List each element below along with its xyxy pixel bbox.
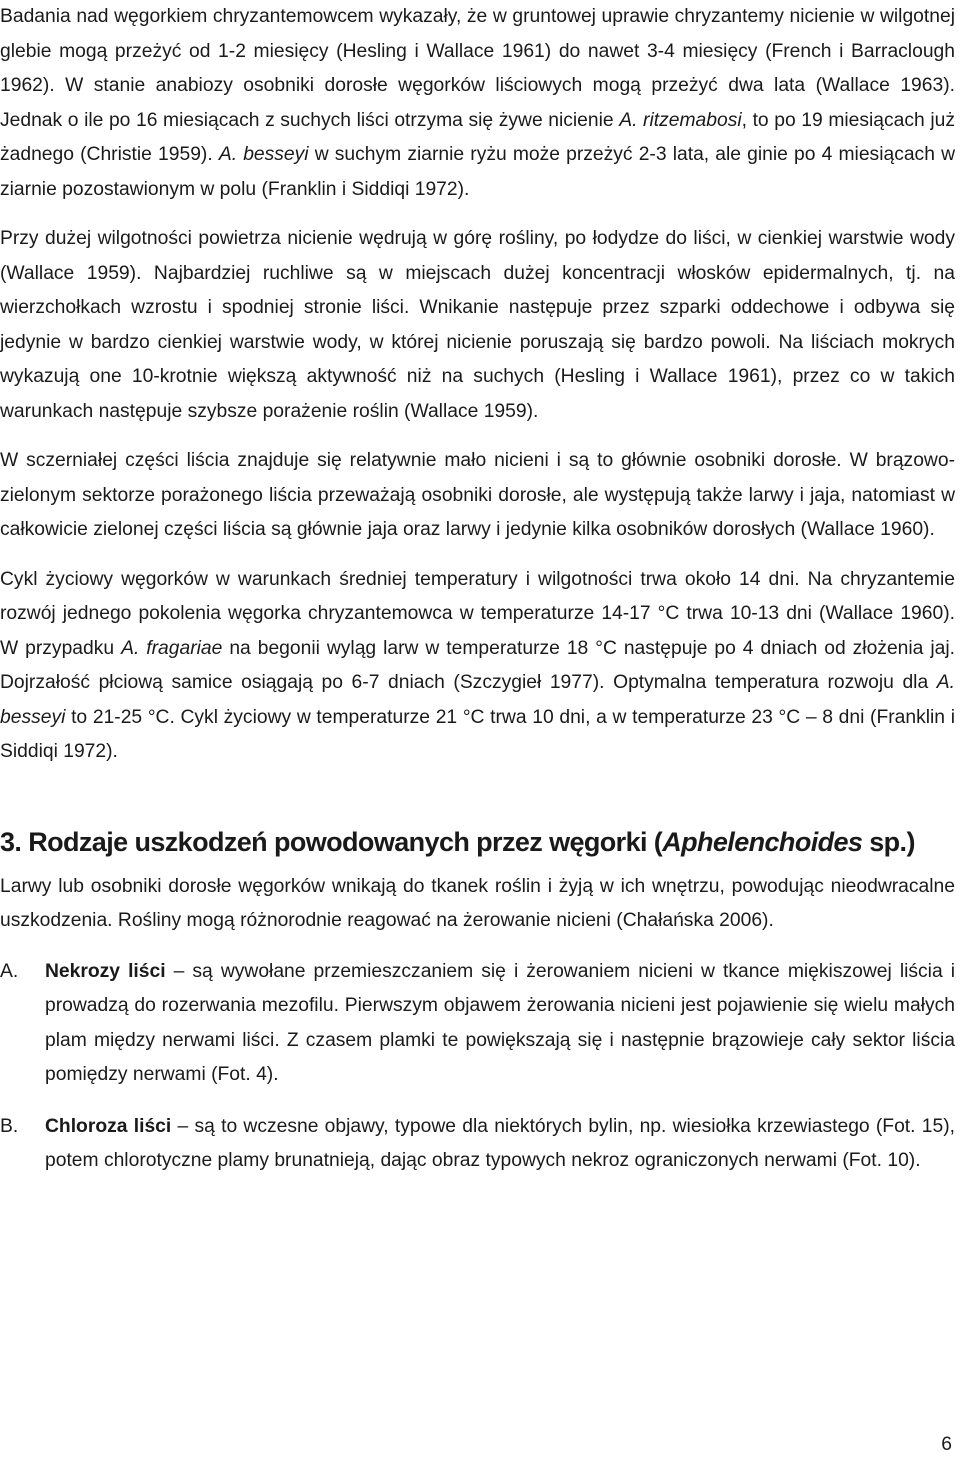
list-item-body <box>45 955 955 1093</box>
list-item <box>0 955 955 1093</box>
paragraph-text: Cykl życiowy węgorków w warunkach średniej temperatury i wilgotności trwa około 14 dni. Na chryzantemie rozwój jednego pokolenia węgorka chryzantemowca w temperaturze 14-17 °C trwa 10-13 dni (Wallace 1960). W przypadku <box>0 568 955 659</box>
list-item-term: Chloroza liści <box>45 1115 172 1137</box>
list-item <box>0 1110 955 1179</box>
paragraph-text: Badania nad węgorkiem chryzantemowcem wykazały, że w gruntowej uprawie chryzantemy nicienie w wilgotnej glebie mogą przeżyć od 1-2 miesięcy (Hesling i Wallace 1961) do nawet 3-4 miesięcy (French i Barraclough 1962). W stanie anabiozy osobniki dorosłe węgorków liściowych mogą przeżyć dwa lata (Wallace 1963). Jednak o ile po 16 miesiącach z suchych liści otrzyma się żywe nicienie <box>0 6 955 131</box>
list-item-label: A. <box>0 960 19 982</box>
paragraph-migration: Przy dużej wilgotności powietrza nicienie wędrują w górę rośliny, po łodydze do liści, w cienkiej warstwie wody (Wallace 1959). Najbardziej ruchliwe są w miejscach dużej koncentracji włosków epidermalnych, tj. na wierzchołkach wzrostu i spodniej stronie liści. Wnikanie następuje przez szparki oddechowe i odbywa się jedynie w bardzo cienkiej warstwie wody, w której nicienie poruszają się bardzo powoli. Na liściach mokrych wykazują one 10-krotnie większą aktywność niż na suchych (Hesling i Wallace 1961), przez co w takich warunkach następuje szybsze porażenie roślin (Wallace 1959). <box>0 228 955 422</box>
page-number: 6 <box>941 1434 952 1455</box>
paragraph-text: w suchym ziarnie ryżu może przeżyć 2-3 lata, ale ginie po 4 miesiącach w ziarnie pozostawionym w polu (Franklin i Siddiqi 1972). <box>0 144 955 200</box>
section-heading-text: 3. Rodzaje uszkodzeń powodowanych przez węgorki ( <box>0 826 663 857</box>
species-name: A. fragariae <box>121 637 223 659</box>
paragraph-text: to 21-25 °C. Cykl życiowy w temperaturze 21 °C trwa 10 dni, a w temperaturze 23 °C – 8 dni (Franklin i Siddiqi 1972). <box>0 706 955 762</box>
species-name: A. besseyi <box>218 144 309 165</box>
list-item-label: B. <box>0 1115 19 1137</box>
list-item-text: – są to wczesne objawy, typowe dla niektórych bylin, np. wiesiołka krzewiastego (Fot. 15), potem chlorotyczne plamy brunatnieją, dając obraz typowych nekroz ograniczonych nerwami (Fot. 10). <box>45 1115 955 1171</box>
section-intro: Larwy lub osobniki dorosłe węgorków wnikają do tkanek roślin i żyją w ich wnętrzu, powodując nieodwracalne uszkodzenia. Rośliny mogą różnorodnie reagować na żerowanie nicieni (Chałańska 2006). <box>0 875 955 931</box>
list-item-term: Nekrozy liści <box>45 960 166 982</box>
paragraph-distribution: W sczerniałej części liścia znajduje się relatywnie mało nicieni i są to głównie osobniki dorosłe. W brązowo-zielonym sektorze porażonego liścia przeważają osobniki dorosłe, ale występują także larwy i jaja, natomiast w całkowicie zielonej części liścia są głównie jaja oraz larwy i jedynie kilka osobników dorosłych (Wallace 1960). <box>0 450 955 540</box>
list-item-text: – są wywołane przemieszczaniem się i żerowaniem nicieni w tkance miękiszowej liścia i prowadzą do rozerwania mezofilu. Pierwszym objawem żerowania nicieni jest pojawienie się wielu małych plam między nerwami liści. Z czasem plamki te powiększają się i następnie brązowieje cały sektor liścia pomiędzy nerwami (Fot. 4). <box>45 960 956 1085</box>
genus-name: Aphelenchoides <box>662 826 863 857</box>
paragraph-text: , to po 19 miesiącach już żadnego (Christie 1959). <box>0 109 955 165</box>
damage-types-list <box>0 955 955 1179</box>
species-name: A. besseyi <box>0 672 955 728</box>
section-heading-text: sp.) <box>862 826 915 857</box>
list-item-body <box>45 1110 955 1179</box>
paragraph-life-cycle <box>0 563 955 770</box>
section-heading <box>0 822 955 862</box>
paragraph-text: na begonii wyląg larw w temperaturze 18 °C następuje po 4 dniach od złożenia jaj. Dojrzałość płciową samice osiągają po 6-7 dniach (Szczygieł 1977). Optymalna temperatura rozwoju dla <box>0 637 955 693</box>
paragraph-survival <box>0 0 955 207</box>
species-name: A. ritzemabosi <box>619 109 742 131</box>
